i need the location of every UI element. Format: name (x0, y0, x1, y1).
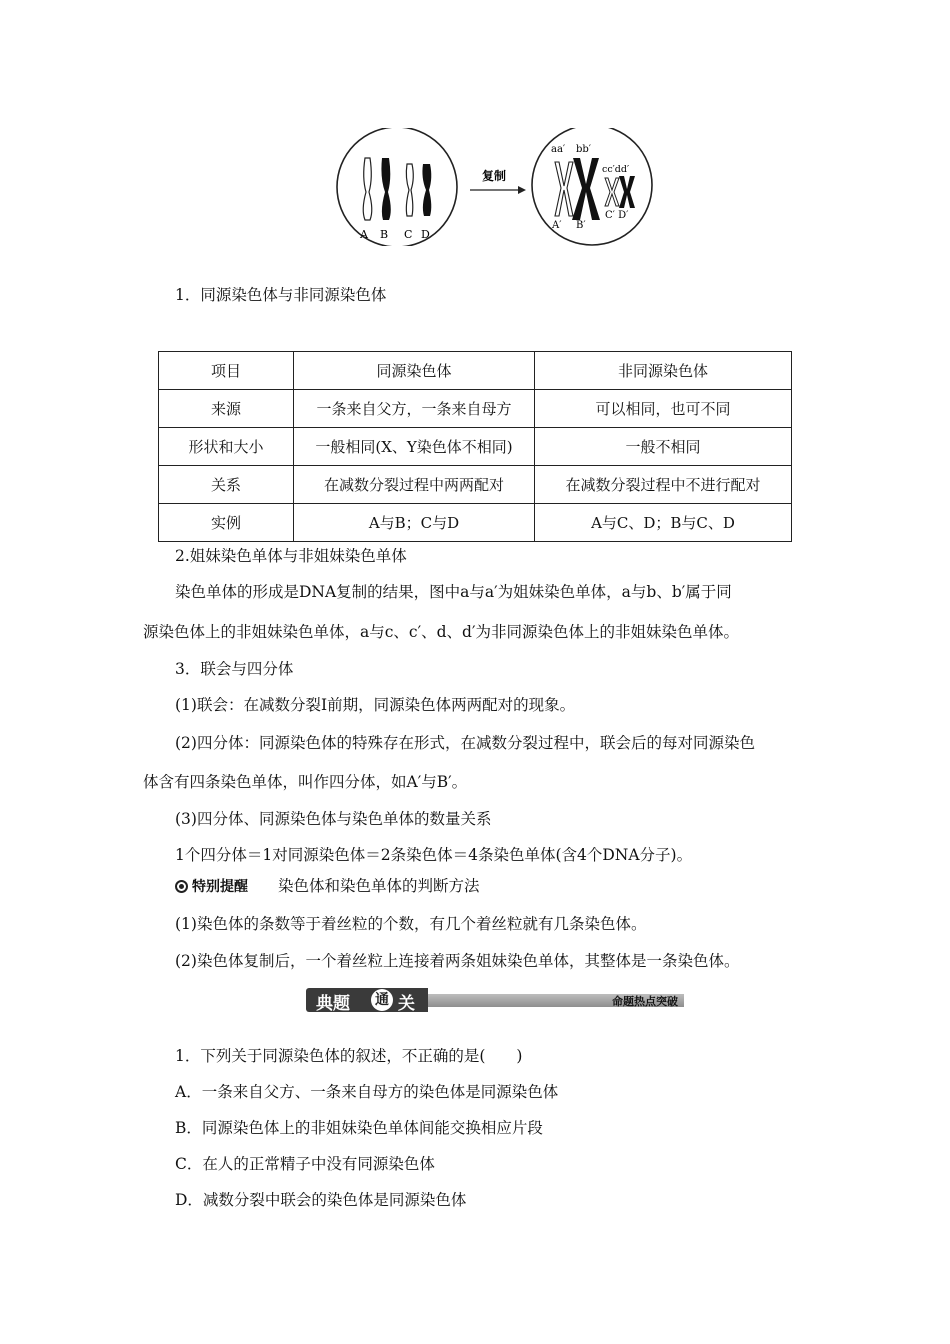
section3-title: 3．联会与四分体 (175, 660, 294, 678)
question-option-d: D．减数分裂中联会的染色体是同源染色体 (175, 1191, 467, 1209)
table-cell: 在减数分裂过程中不进行配对 (535, 466, 792, 504)
table-row (159, 428, 792, 466)
table-row (159, 466, 792, 504)
table-cell: 一条来自父方，一条来自母方 (294, 390, 535, 428)
chromatid-pair-a (555, 162, 573, 216)
question-stem: 1．下列关于同源染色体的叙述，不正确的是( ) (175, 1047, 523, 1065)
label-left-a: A (360, 228, 368, 241)
tip-paragraph-1: (1)染色体的条数等于着丝粒的个数，有几个着丝粒就有几条染色体。 (175, 915, 647, 933)
question-option-a: A．一条来自父方、一条来自母方的染色体是同源染色体 (175, 1083, 559, 1101)
chromatid-pair-b (572, 158, 600, 220)
table-header-cell: 同源染色体 (294, 352, 535, 390)
replication-diagram (330, 128, 660, 246)
section-banner (306, 988, 684, 1012)
chromosome-d (422, 164, 431, 216)
question-option-c: C．在人的正常精子中没有同源染色体 (175, 1155, 435, 1173)
table-cell: 实例 (159, 504, 294, 542)
label-a-prime: A′ (552, 220, 562, 231)
label-aa: aa′ (551, 144, 566, 155)
section3-paragraph-4: 1个四分体＝1对同源染色体＝2条染色体＝4条染色单体(含4个DNA分子)。 (175, 846, 693, 864)
cell-before (337, 128, 457, 246)
banner-subtitle: 命题热点突破 (612, 995, 678, 1008)
tip-icon (175, 880, 188, 893)
chromatid-pair-d (619, 176, 635, 208)
chromosome-c (406, 164, 413, 216)
section2-paragraph-line1: 染色单体的形成是DNA复制的结果，图中a与a′为姐妹染色单体，a与b、b′属于同 (175, 583, 732, 601)
table-cell: 可以相同，也可不同 (535, 390, 792, 428)
section3-paragraph-2a: (2)四分体：同源染色体的特殊存在形式，在减数分裂过程中，联会后的每对同源染色 (175, 734, 755, 752)
table-header-cell: 项目 (159, 352, 294, 390)
table-cell: 在减数分裂过程中两两配对 (294, 466, 535, 504)
arrow-label: 复制 (482, 169, 507, 183)
cell-after (532, 128, 652, 245)
chromosome-a (363, 158, 372, 220)
label-b-prime: B′ (576, 220, 586, 231)
section2-title: 2.姐妹染色单体与非姐妹染色单体 (175, 547, 407, 565)
section3-paragraph-2b: 体含有四条染色单体，叫作四分体，如A′与B′。 (143, 773, 468, 791)
banner-ring: 通 (371, 989, 393, 1011)
table-cell: 来源 (159, 390, 294, 428)
banner-title-b: 关 (398, 994, 415, 1014)
table-cell: 形状和大小 (159, 428, 294, 466)
label-left-d: D (421, 228, 430, 241)
table-header-cell: 非同源染色体 (535, 352, 792, 390)
chromosome-replication-figure (330, 128, 660, 246)
label-ccdd: cc′dd′ (602, 164, 630, 175)
tip-paragraph-2: (2)染色体复制后，一个着丝粒上连接着两条姐妹染色单体，其整体是一条染色体。 (175, 952, 740, 970)
table-row (159, 390, 792, 428)
table-cell: 一般相同(X、Y染色体不相同) (294, 428, 535, 466)
section2-paragraph-line2: 源染色体上的非姐妹染色单体，a与c、c′、d、d′为非同源染色体上的非姐妹染色单体。 (143, 623, 739, 641)
section3-paragraph-1: (1)联会：在减数分裂Ⅰ前期，同源染色体两两配对的现象。 (175, 696, 576, 714)
table-cell: A与C、D；B与C、D (535, 504, 792, 542)
tip-badge (175, 876, 248, 896)
chromatid-pair-c (605, 178, 619, 206)
chromosome-b (381, 158, 390, 220)
tip-title: 染色体和染色单体的判断方法 (278, 877, 480, 895)
table-header-row (159, 352, 792, 390)
label-left-c: C (404, 228, 413, 241)
banner-title-a: 典题 (316, 994, 350, 1014)
section3-paragraph-3: (3)四分体、同源染色体与染色单体的数量关系 (175, 810, 492, 828)
arrow-head (518, 186, 526, 194)
comparison-table (158, 351, 792, 542)
section1-title: 1．同源染色体与非同源染色体 (175, 286, 387, 304)
table-cell: 关系 (159, 466, 294, 504)
table-cell: 一般不相同 (535, 428, 792, 466)
table-row (159, 504, 792, 542)
label-bb: bb′ (576, 144, 592, 155)
question-option-b: B．同源染色体上的非姐妹染色单体间能交换相应片段 (175, 1119, 543, 1137)
table-cell: A与B；C与D (294, 504, 535, 542)
tip-badge-label: 特别提醒 (192, 879, 248, 895)
label-left-b: B (380, 228, 389, 241)
label-cd-prime: C′ D′ (605, 210, 629, 221)
